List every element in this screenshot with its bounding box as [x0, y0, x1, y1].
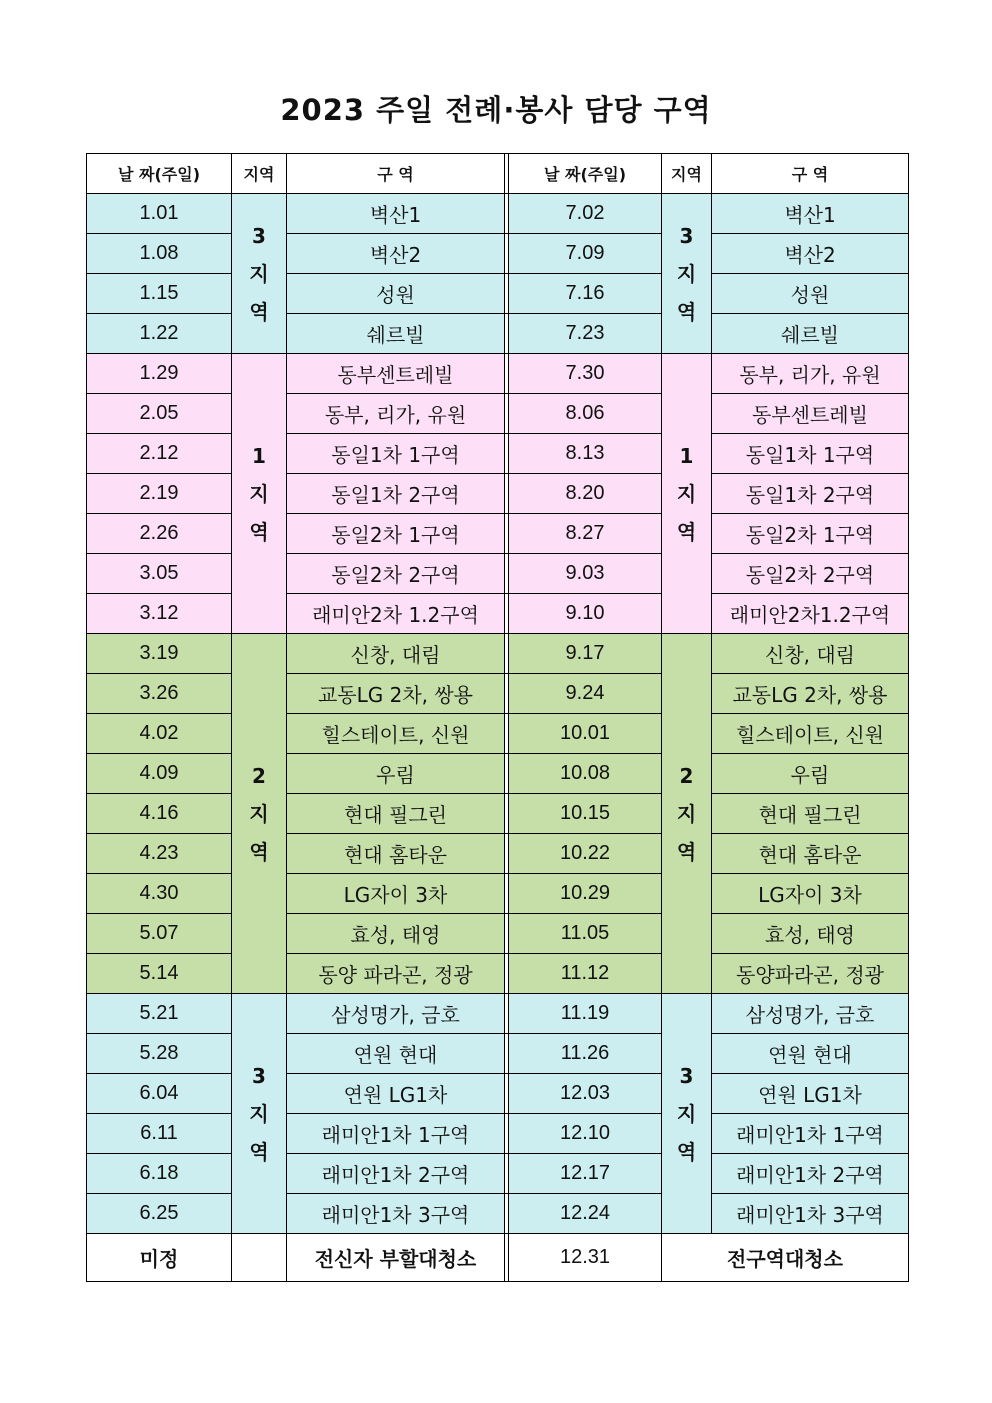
right-date-cell: 10.15 [509, 794, 662, 834]
area-header-right: 구 역 [712, 154, 909, 194]
table-row [87, 1154, 909, 1194]
left-area-cell: 연원 현대 [287, 1034, 505, 1074]
left-area-cell: 동일1차 2구역 [287, 474, 505, 514]
right-date-cell: 12.24 [509, 1194, 662, 1234]
region-label-char: 역 [676, 1139, 697, 1164]
left-date-cell: 4.30 [87, 874, 232, 914]
table-row [87, 714, 909, 754]
schedule-body [87, 194, 909, 1282]
region-label-char: 역 [249, 519, 269, 544]
right-date-cell: 10.22 [509, 834, 662, 874]
left-region-label [232, 354, 287, 634]
right-area-cell: 현대 홈타운 [712, 834, 909, 874]
right-area-cell: 래미안1차 2구역 [712, 1154, 909, 1194]
region-label-char: 지 [249, 1101, 269, 1126]
left-region-label [232, 634, 287, 994]
left-date-cell: 2.12 [87, 434, 232, 474]
right-area-cell: 성원 [712, 274, 909, 314]
table-row [87, 474, 909, 514]
right-final-date: 12.31 [509, 1234, 662, 1282]
right-area-cell: 효성, 태영 [712, 914, 909, 954]
right-region-label [662, 194, 712, 354]
left-area-cell: 래미안2차 1.2구역 [287, 594, 505, 634]
left-area-cell: 성원 [287, 274, 505, 314]
region-label-char: 역 [249, 839, 269, 864]
right-area-cell: 동일2차 2구역 [712, 554, 909, 594]
right-date-cell: 8.20 [509, 474, 662, 514]
table-row [87, 234, 909, 274]
right-area-cell: 연원 LG1차 [712, 1074, 909, 1114]
table-row [87, 314, 909, 354]
left-date-cell: 3.12 [87, 594, 232, 634]
date-header-right: 날 짜(주일) [509, 154, 662, 194]
region-label-char: 지 [676, 801, 697, 826]
right-date-cell: 8.27 [509, 514, 662, 554]
region-label-char: 3 [252, 223, 266, 248]
right-area-cell: 연원 현대 [712, 1034, 909, 1074]
right-date-cell: 11.19 [509, 994, 662, 1034]
left-area-cell: 동양 파라곤, 정광 [287, 954, 505, 994]
left-date-cell: 1.01 [87, 194, 232, 234]
region-label-char: 지 [249, 481, 269, 506]
right-area-cell: 동부, 리가, 유원 [712, 354, 909, 394]
right-area-cell: 래미안2차1.2구역 [712, 594, 909, 634]
left-date-cell: 5.28 [87, 1034, 232, 1074]
table-row [87, 594, 909, 634]
right-date-cell: 10.29 [509, 874, 662, 914]
right-date-cell: 7.09 [509, 234, 662, 274]
region-label-char: 지 [676, 1101, 697, 1126]
left-area-cell: 동부, 리가, 유원 [287, 394, 505, 434]
table-row [87, 634, 909, 674]
table-row [87, 354, 909, 394]
right-date-cell: 8.06 [509, 394, 662, 434]
left-area-cell: 교동LG 2차, 쌍용 [287, 674, 505, 714]
right-date-cell: 11.05 [509, 914, 662, 954]
left-region-label [232, 194, 287, 354]
left-area-cell: 래미안1차 3구역 [287, 1194, 505, 1234]
right-date-cell: 7.23 [509, 314, 662, 354]
left-area-cell: 연원 LG1차 [287, 1074, 505, 1114]
region-label-char: 역 [249, 1139, 269, 1164]
left-area-cell: 래미안1차 1구역 [287, 1114, 505, 1154]
right-date-cell: 9.24 [509, 674, 662, 714]
region-label-char: 역 [676, 519, 697, 544]
left-area-cell: 동부센트레빌 [287, 354, 505, 394]
region-header-left: 지역 [232, 154, 287, 194]
table-row [87, 954, 909, 994]
right-area-cell: 벽산2 [712, 234, 909, 274]
left-area-cell: 효성, 태영 [287, 914, 505, 954]
region-label-char: 역 [249, 299, 269, 324]
region-label-char: 2 [679, 763, 694, 788]
right-final-area: 전구역대청소 [662, 1234, 909, 1282]
left-date-cell: 5.21 [87, 994, 232, 1034]
region-label-char: 지 [676, 481, 697, 506]
right-date-cell: 12.10 [509, 1114, 662, 1154]
right-area-cell: 래미안1차 1구역 [712, 1114, 909, 1154]
left-area-cell: 벽산2 [287, 234, 505, 274]
region-label-char: 지 [676, 261, 697, 286]
table-row [87, 994, 909, 1034]
left-date-cell: 4.23 [87, 834, 232, 874]
region-label-char: 1 [252, 443, 266, 468]
table-row [87, 1114, 909, 1154]
schedule-table [86, 153, 909, 1282]
right-date-cell: 9.17 [509, 634, 662, 674]
region-label-char: 2 [252, 763, 266, 788]
table-row [87, 394, 909, 434]
right-area-cell: 쉐르빌 [712, 314, 909, 354]
table-row [87, 434, 909, 474]
left-date-cell: 6.04 [87, 1074, 232, 1114]
right-date-cell: 12.17 [509, 1154, 662, 1194]
right-region-label [662, 994, 712, 1234]
region-header-right: 지역 [662, 154, 712, 194]
right-area-cell: 삼성명가, 금호 [712, 994, 909, 1034]
left-date-cell: 3.19 [87, 634, 232, 674]
right-area-cell: LG자이 3차 [712, 874, 909, 914]
header-row [87, 154, 909, 194]
area-header-left: 구 역 [287, 154, 505, 194]
table-row [87, 1074, 909, 1114]
left-final-region [232, 1234, 287, 1282]
left-area-cell: 삼성명가, 금호 [287, 994, 505, 1034]
left-date-cell: 3.05 [87, 554, 232, 594]
table-row [87, 834, 909, 874]
region-label-char: 3 [679, 1063, 694, 1088]
table-row [87, 914, 909, 954]
right-area-cell: 벽산1 [712, 194, 909, 234]
left-area-cell: 현대 홈타운 [287, 834, 505, 874]
left-area-cell: LG자이 3차 [287, 874, 505, 914]
left-area-cell: 힐스테이트, 신원 [287, 714, 505, 754]
right-date-cell: 10.01 [509, 714, 662, 754]
right-area-cell: 신창, 대림 [712, 634, 909, 674]
left-date-cell: 1.15 [87, 274, 232, 314]
right-area-cell: 교동LG 2차, 쌍용 [712, 674, 909, 714]
table-row [87, 274, 909, 314]
left-region-label [232, 994, 287, 1234]
table-row [87, 554, 909, 594]
right-date-cell: 9.10 [509, 594, 662, 634]
table-row [87, 1034, 909, 1074]
table-row [87, 794, 909, 834]
right-area-cell: 동일1차 1구역 [712, 434, 909, 474]
region-label-char: 3 [679, 223, 694, 248]
right-date-cell: 9.03 [509, 554, 662, 594]
left-area-cell: 동일2차 1구역 [287, 514, 505, 554]
left-date-cell: 5.07 [87, 914, 232, 954]
left-final-date: 미정 [87, 1234, 232, 1282]
left-date-cell: 6.11 [87, 1114, 232, 1154]
left-area-cell: 쉐르빌 [287, 314, 505, 354]
left-area-cell: 벽산1 [287, 194, 505, 234]
right-date-cell: 11.12 [509, 954, 662, 994]
table-row [87, 674, 909, 714]
table-row [87, 194, 909, 234]
region-label-char: 1 [679, 443, 694, 468]
left-date-cell: 6.18 [87, 1154, 232, 1194]
table-row [87, 1194, 909, 1234]
right-date-cell: 7.16 [509, 274, 662, 314]
right-region-label [662, 634, 712, 994]
region-label-char: 지 [249, 261, 269, 286]
right-area-cell: 힐스테이트, 신원 [712, 714, 909, 754]
left-date-cell: 1.29 [87, 354, 232, 394]
right-region-label [662, 354, 712, 634]
right-date-cell: 10.08 [509, 754, 662, 794]
right-area-cell: 동양파라곤, 정광 [712, 954, 909, 994]
left-date-cell: 5.14 [87, 954, 232, 994]
region-label-char: 지 [249, 801, 269, 826]
right-date-cell: 12.03 [509, 1074, 662, 1114]
left-final-area: 전신자 부할대청소 [287, 1234, 505, 1282]
left-date-cell: 3.26 [87, 674, 232, 714]
right-area-cell: 동부센트레빌 [712, 394, 909, 434]
page-title: 2023 주일 전례·봉사 담당 구역 [280, 93, 712, 127]
left-area-cell: 우림 [287, 754, 505, 794]
left-date-cell: 4.16 [87, 794, 232, 834]
right-area-cell: 우림 [712, 754, 909, 794]
left-area-cell: 신창, 대림 [287, 634, 505, 674]
table-row-final [87, 1234, 909, 1282]
right-date-cell: 11.26 [509, 1034, 662, 1074]
table-row [87, 874, 909, 914]
left-area-cell: 현대 필그린 [287, 794, 505, 834]
left-date-cell: 2.19 [87, 474, 232, 514]
date-header-left: 날 짜(주일) [87, 154, 232, 194]
region-label-char: 3 [252, 1063, 266, 1088]
left-date-cell: 4.02 [87, 714, 232, 754]
left-date-cell: 2.05 [87, 394, 232, 434]
right-area-cell: 현대 필그린 [712, 794, 909, 834]
right-area-cell: 동일1차 2구역 [712, 474, 909, 514]
right-date-cell: 7.30 [509, 354, 662, 394]
right-area-cell: 래미안1차 3구역 [712, 1194, 909, 1234]
region-label-char: 역 [676, 839, 697, 864]
right-date-cell: 7.02 [509, 194, 662, 234]
right-area-cell: 동일2차 1구역 [712, 514, 909, 554]
table-row [87, 514, 909, 554]
left-date-cell: 1.22 [87, 314, 232, 354]
left-area-cell: 동일1차 1구역 [287, 434, 505, 474]
left-area-cell: 동일2차 2구역 [287, 554, 505, 594]
left-date-cell: 2.26 [87, 514, 232, 554]
left-date-cell: 6.25 [87, 1194, 232, 1234]
table-row [87, 754, 909, 794]
region-label-char: 역 [676, 299, 697, 324]
left-date-cell: 1.08 [87, 234, 232, 274]
left-area-cell: 래미안1차 2구역 [287, 1154, 505, 1194]
right-date-cell: 8.13 [509, 434, 662, 474]
left-date-cell: 4.09 [87, 754, 232, 794]
